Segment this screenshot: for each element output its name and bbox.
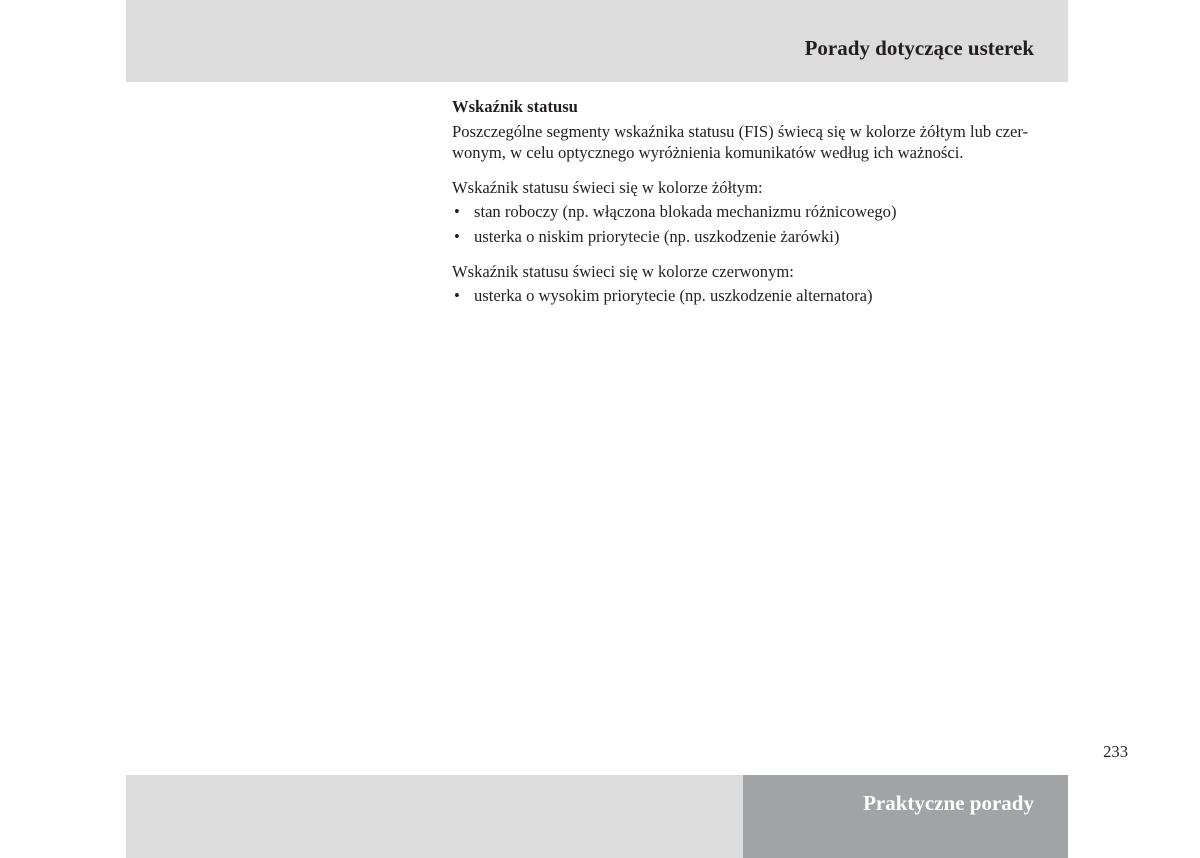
list-item bbox=[452, 285, 1072, 306]
paragraph-line: Poszczególne segmenty wskaźnika statusu (FIS) świecą się w kolorze żółtym lub czer- bbox=[452, 122, 1029, 141]
bullet-icon: • bbox=[454, 227, 460, 246]
paragraph-line: wonym, w celu optycznego wyróżnienia komunikatów według ich ważności. bbox=[452, 143, 964, 162]
chapter-tab-label: Praktyczne porady bbox=[863, 791, 1034, 815]
chapter-tab bbox=[743, 775, 1068, 858]
red-status-list bbox=[452, 285, 1072, 306]
bullet-icon: • bbox=[454, 286, 460, 305]
list-item-text: stan roboczy (np. włączona blokada mechanizmu różnicowego) bbox=[474, 202, 897, 221]
page-header-band bbox=[126, 0, 1068, 82]
chapter-title: Porady dotyczące usterek bbox=[804, 36, 1034, 60]
list-item-text: usterka o niskim priorytecie (np. uszkodzenie żarówki) bbox=[474, 227, 840, 246]
bullet-icon: • bbox=[454, 202, 460, 221]
page-footer-band bbox=[126, 775, 743, 858]
page-number: 233 bbox=[1103, 742, 1128, 761]
section-heading: Wskaźnik statusu bbox=[452, 97, 578, 116]
list-item-text: usterka o wysokim priorytecie (np. uszkodzenie alternatora) bbox=[474, 286, 873, 305]
list-item bbox=[452, 201, 1072, 222]
main-content bbox=[452, 96, 1072, 310]
yellow-status-intro: Wskaźnik statusu świeci się w kolorze żółtym: bbox=[452, 178, 763, 197]
red-status-intro: Wskaźnik statusu świeci się w kolorze czerwonym: bbox=[452, 262, 794, 281]
list-item bbox=[452, 226, 1072, 247]
body-paragraph bbox=[452, 121, 1072, 163]
yellow-status-list bbox=[452, 201, 1072, 247]
